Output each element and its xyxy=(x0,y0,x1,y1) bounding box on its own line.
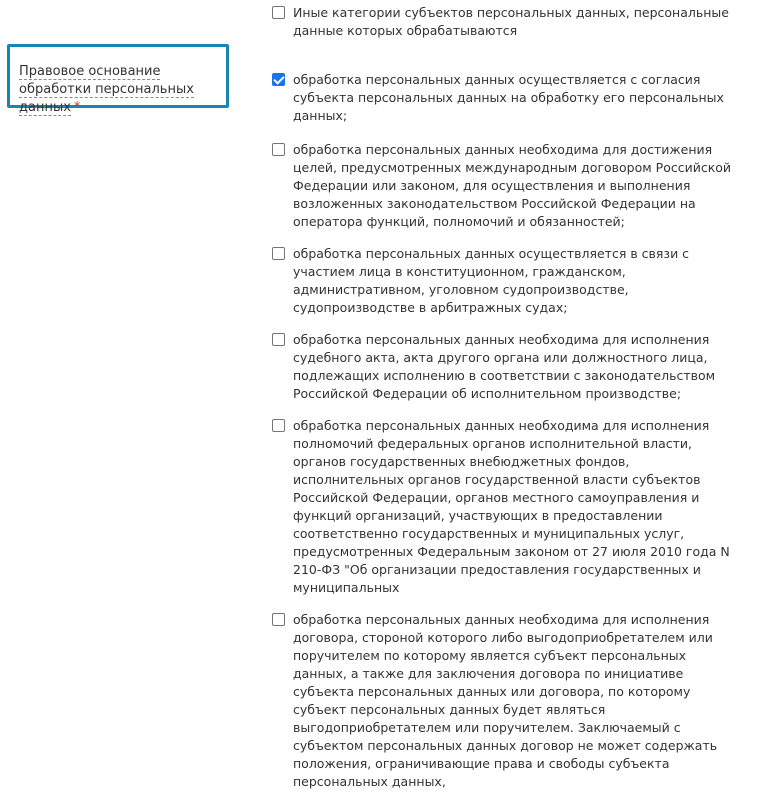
checkbox[interactable] xyxy=(272,613,285,626)
checkbox[interactable] xyxy=(272,143,285,156)
checkbox[interactable] xyxy=(272,333,285,346)
option-label: обработка персональных данных осуществляется с согласия субъекта персональных данных на обработку его персональных данных; xyxy=(293,72,724,123)
option-state-services[interactable] xyxy=(270,417,740,597)
field-label: Правовое основание обработки персональных данных xyxy=(19,64,194,115)
option-label: обработка персональных данных необходима для исполнения полномочий федеральных органов исполнительной власти, органов государственных внебюджетных фондов, исполнительных органов государственной власти субъектов Российской Федерации, органов местного самоуправления и функций организаций, участвующих в предоставлении соответственно государственных и муниципальных услуг, предусмотренных Федеральным законом от 27 июля 2010 года N 210-ФЗ "Об организации предоставления государственных и муниципальных xyxy=(293,418,730,595)
legal-basis-options xyxy=(270,4,740,791)
option-international-treaty[interactable] xyxy=(270,141,740,231)
option-label: обработка персональных данных необходима для исполнения судебного акта, акта другого органа или должностного лица, подлежащих исполнению в соответствии с законодательством Российской Федерации об исполнительном производстве; xyxy=(293,332,716,401)
option-court-proceedings[interactable] xyxy=(270,245,740,317)
option-other-categories[interactable] xyxy=(270,4,740,40)
checkbox[interactable] xyxy=(272,419,285,432)
option-consent[interactable] xyxy=(270,71,740,125)
option-label: Иные категории субъектов персональных данных, персональные данные которых обрабатываются xyxy=(293,5,729,38)
option-label: обработка персональных данных необходима для достижения целей, предусмотренных международным договором Российской Федерации или законом, для осуществления и выполнения возложенных законодательством Российской Федерации на оператора функций, полномочий и обязанностей; xyxy=(293,142,732,229)
field-label-box xyxy=(7,44,229,115)
checkbox-checked[interactable] xyxy=(272,73,285,86)
required-mark: * xyxy=(73,100,81,115)
checkbox[interactable] xyxy=(272,247,285,260)
option-label: обработка персональных данных осуществляется в связи с участием лица в конституционном, гражданском, административном, уголовном судопроизводстве, судопроизводстве в арбитражных судах; xyxy=(293,246,690,315)
checkbox[interactable] xyxy=(272,6,285,19)
option-label: обработка персональных данных необходима для исполнения договора, стороной которого либо выгодоприобретателем или поручителем по которому является субъект персональных данных, а также для заключения договора по инициативе субъекта персональных данных или договора, по которому субъект персональных данных будет являться выгодоприобретателем или поручителем. Заключаемый с субъектом персональных данных договор не может содержать положения, ограничивающие права и свободы субъекта персональных данных, xyxy=(293,612,718,789)
option-contract[interactable] xyxy=(270,611,740,791)
option-court-act[interactable] xyxy=(270,331,740,403)
